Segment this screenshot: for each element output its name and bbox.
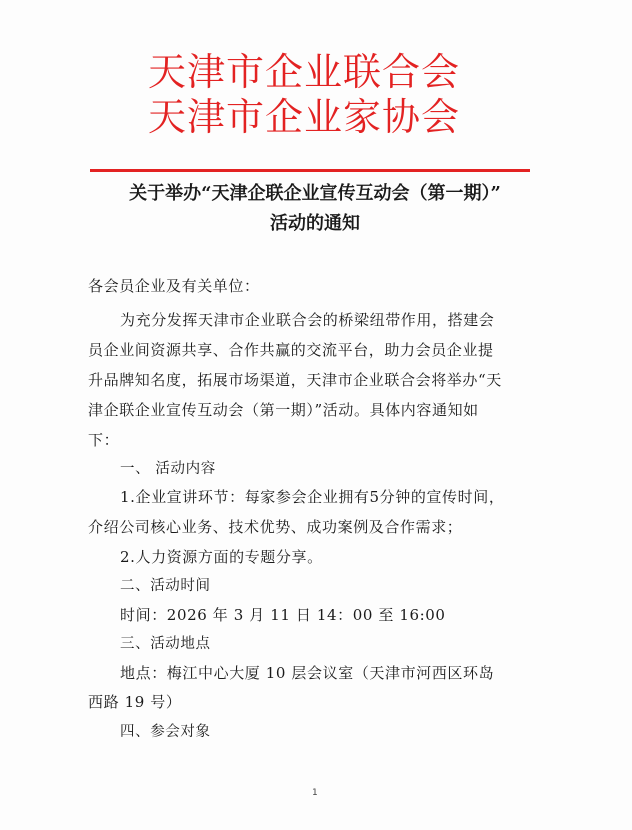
section-3-heading: 三、活动地点 <box>120 636 211 652</box>
intro-line-3: 升品牌知名度，拓展市场渠道，天津市企业联合会将举办“天 <box>88 371 502 389</box>
notice-title-line-1: 关于举办“天津企联企业宣传互动会（第一期）” <box>129 183 501 204</box>
section-3-text-line-1: 地点：梅江中心大厦 10 层会议室（天津市河西区环岛 <box>120 664 495 682</box>
section-1-heading: 一、 活动内容 <box>120 461 216 477</box>
section-1-item-1-line-1: 1.企业宣讲环节：每家参会企业拥有5分钟的宣传时间， <box>120 488 505 506</box>
section-2-heading: 二、活动时间 <box>120 578 211 594</box>
section-4-heading: 四、参会对象 <box>120 724 211 740</box>
notice-title-line-2: 活动的通知 <box>270 213 360 234</box>
org-header-line-1: 天津市企业联合会 <box>148 50 461 94</box>
intro-line-1: 为充分发挥天津市企业联合会的桥梁纽带作用，搭建会 <box>120 311 495 329</box>
org-header-line-2: 天津市企业家协会 <box>148 95 461 139</box>
intro-line-5: 下： <box>88 431 120 449</box>
section-3-text-line-2: 西路 19 号） <box>88 693 182 711</box>
intro-line-4: 津企联企业宣传互动会（第一期）”活动。具体内容通知如 <box>88 401 479 419</box>
section-2-text: 时间：2026 年 3 月 11 日 14：00 至 16:00 <box>120 606 446 624</box>
section-1-item-2: 2.人力资源方面的专题分享。 <box>120 548 323 566</box>
page-number: 1 <box>312 788 318 798</box>
red-divider <box>90 169 530 172</box>
greeting: 各会员企业及有关单位： <box>88 277 260 295</box>
section-1-item-1-line-2: 介绍公司核心业务、技术优势、成功案例及合作需求； <box>88 518 463 536</box>
intro-line-2: 员企业间资源共享、合作共赢的交流平台，助力会员企业提 <box>88 341 494 359</box>
